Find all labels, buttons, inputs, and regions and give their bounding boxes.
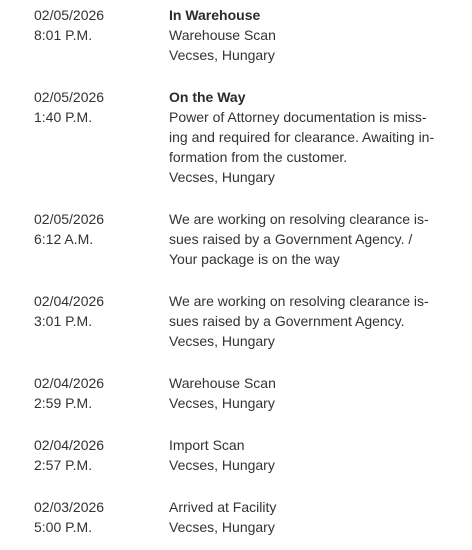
event-time: 2:59 P.M. xyxy=(34,395,93,411)
event-activity: Warehouse Scan xyxy=(169,27,276,43)
event-activity: ing and required for clearance. Awaiting in- xyxy=(169,129,435,145)
event-location: Vecses, Hungary xyxy=(169,519,275,535)
event-activity: Power of Attorney documentation is miss- xyxy=(169,109,427,125)
event-location: Vecses, Hungary xyxy=(169,333,275,349)
event-details xyxy=(169,87,439,187)
event-datetime xyxy=(34,435,164,475)
event-location: Vecses, Hungary xyxy=(169,457,275,473)
event-details xyxy=(169,5,439,65)
event-time: 6:12 A.M. xyxy=(34,231,94,247)
event-datetime xyxy=(34,497,164,537)
event-details xyxy=(169,497,439,537)
event-details xyxy=(169,209,439,269)
event-datetime xyxy=(34,373,164,413)
event-datetime xyxy=(34,87,164,127)
event-date: 02/03/2026 xyxy=(34,499,105,515)
event-datetime xyxy=(34,291,164,331)
event-activity: formation from the customer. xyxy=(169,149,348,165)
event-location: Vecses, Hungary xyxy=(169,169,275,185)
event-time: 1:40 P.M. xyxy=(34,109,93,125)
event-activity: Your package is on the way xyxy=(169,251,340,267)
event-date: 02/05/2026 xyxy=(34,89,105,105)
event-status: In Warehouse xyxy=(169,7,261,23)
event-date: 02/05/2026 xyxy=(34,7,105,23)
event-location: Vecses, Hungary xyxy=(169,395,275,411)
event-time: 3:01 P.M. xyxy=(34,313,93,329)
event-date: 02/05/2026 xyxy=(34,211,105,227)
event-date: 02/04/2026 xyxy=(34,375,105,391)
event-activity: Warehouse Scan xyxy=(169,375,276,391)
event-activity: Arrived at Facility xyxy=(169,499,277,515)
event-date: 02/04/2026 xyxy=(34,293,105,309)
event-location: Vecses, Hungary xyxy=(169,47,275,63)
event-time: 2:57 P.M. xyxy=(34,457,93,473)
event-datetime xyxy=(34,209,164,249)
event-activity: We are working on resolving clearance is- xyxy=(169,293,429,309)
event-details xyxy=(169,291,439,351)
event-time: 5:00 P.M. xyxy=(34,519,93,535)
event-status: On the Way xyxy=(169,89,246,105)
event-date: 02/04/2026 xyxy=(34,437,105,453)
event-details xyxy=(169,373,439,413)
event-activity: We are working on resolving clearance is- xyxy=(169,211,429,227)
event-activity: Import Scan xyxy=(169,437,245,453)
event-datetime xyxy=(34,5,164,45)
event-activity: sues raised by a Government Agency. xyxy=(169,313,405,329)
event-details xyxy=(169,435,439,475)
event-activity: sues raised by a Government Agency. / xyxy=(169,231,413,247)
event-time: 8:01 P.M. xyxy=(34,27,93,43)
